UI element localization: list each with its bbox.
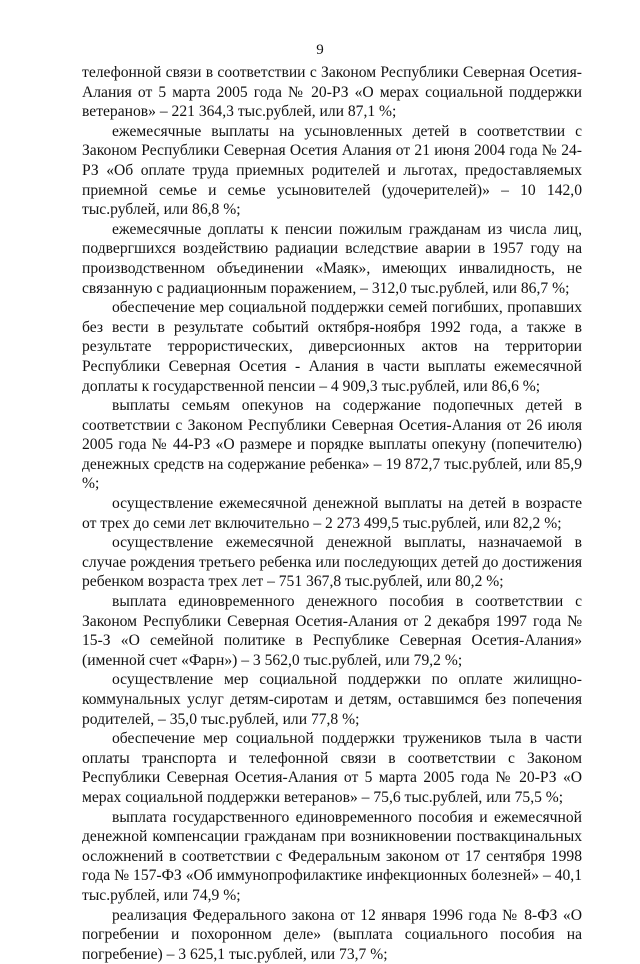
paragraph-guardian-payments: выплаты семьям опекунов на содержание подопечных детей в соответствии с Законом Республики Северная Осетия-Алания от 26 июля 2005 года № 44-РЗ «О размере и порядке выплаты опекуну (попечителю) денежных средств на содержание ребенка» – 19 872,7 тыс.рублей, или 85,9 %; (82, 397, 582, 493)
paragraph-farn-allowance: выплата единовременного денежного пособия в соответствии с Законом Республики Северная Осетия-Алания от 2 декабря 1997 года № 15-З «О семейной политике в Республике Северная Осетия-Алания» (именной счет «Фарн») – 3 562,0 тыс.рублей, или 79,2 %; (82, 593, 582, 669)
paragraph-home-front-workers: обеспечение мер социальной поддержки тружеников тыла в части оплаты транспорта и телефонной связи в соответствии с Законом Республики Северная Осетия-Алания от 5 марта 2005 года № 20-РЗ «О мерах социальной поддержки ветеранов» – 75,6 тыс.рублей, или 75,5 %; (82, 730, 582, 806)
paragraph-1992-events-families: обеспечение мер социальной поддержки семей погибших, пропавших без вести в результате событий октября-ноября 1992 года, а также в результате террористических, диверсионных актов на территории Республики Северная Осетия - Алания в части выплаты ежемесячной доплаты к государственной пенсии – 4 909,3 тыс.рублей, или 86,6 %; (82, 299, 582, 395)
paragraph-children-3-7-payments: осуществление ежемесячной денежной выплаты на детей в возрасте от трех до семи лет включительно – 2 273 499,5 тыс.рублей, или 82,2 %; (82, 495, 582, 532)
document-body (82, 63, 582, 964)
paragraph-adopted-children-payments: ежемесячные выплаты на усыновленных детей в соответствии с Законом Республики Северная Осетия Алания от 21 июня 2004 года № 24-РЗ «Об оплате труда приемных родителей и льготах, предоставляемых приемной семье и семье усыновителей (удочерителей)» – 10 142,0 тыс.рублей, или 86,8 %; (82, 122, 582, 219)
paragraph-continuation: телефонной связи в соответствии с Законом Республики Северная Осетия-Алания от 5 марта 2005 года № 20-РЗ «О мерах социальной поддержки ветеранов» – 221 364,3 тыс.рублей, или 87,1 %; (82, 64, 582, 121)
paragraph-vaccination-compensation: выплата государственного единовременного пособия и ежемесячной денежной компенсации гражданам при возникновении поствакцинальных осложнений в соответствии с Федеральным законом от 17 сентября 1998 года № 157-ФЗ «Об иммунопрофилактике инфекционных болезней» – 40,1 тыс.рублей, или 74,9 %; (82, 808, 582, 904)
paragraph-orphans-housing-support: осуществление мер социальной поддержки по оплате жилищно-коммунальных услуг детям-сиротам и детям, оставшимся без попечения родителей, – 35,0 тыс.рублей, или 77,8 %; (82, 671, 582, 728)
paragraph-burial-allowance: реализация Федерального закона от 12 января 1996 года № 8-ФЗ «О погребении и похоронном деле» (выплата социального пособия на погребение) – 3 625,1 тыс.рублей, или 73,7 %; (82, 906, 582, 963)
paragraph-third-child-payments: осуществление ежемесячной денежной выплаты, назначаемой в случае рождения третьего ребенка или последующих детей до достижения ребенком возраста трех лет – 751 367,8 тыс.рублей, или 80,2 %; (82, 534, 582, 591)
paragraph-mayak-pension-supplements: ежемесячные доплаты к пенсии пожилым гражданам из числа лиц, подвергшихся воздействию радиации вследствие аварии в 1957 году на производственном объединении «Маяк», имеющих инвалидность, не связанную с радиационным поражением, – 312,0 тыс.рублей, или 86,7 %; (82, 220, 582, 297)
page-number: 9 (316, 42, 324, 58)
